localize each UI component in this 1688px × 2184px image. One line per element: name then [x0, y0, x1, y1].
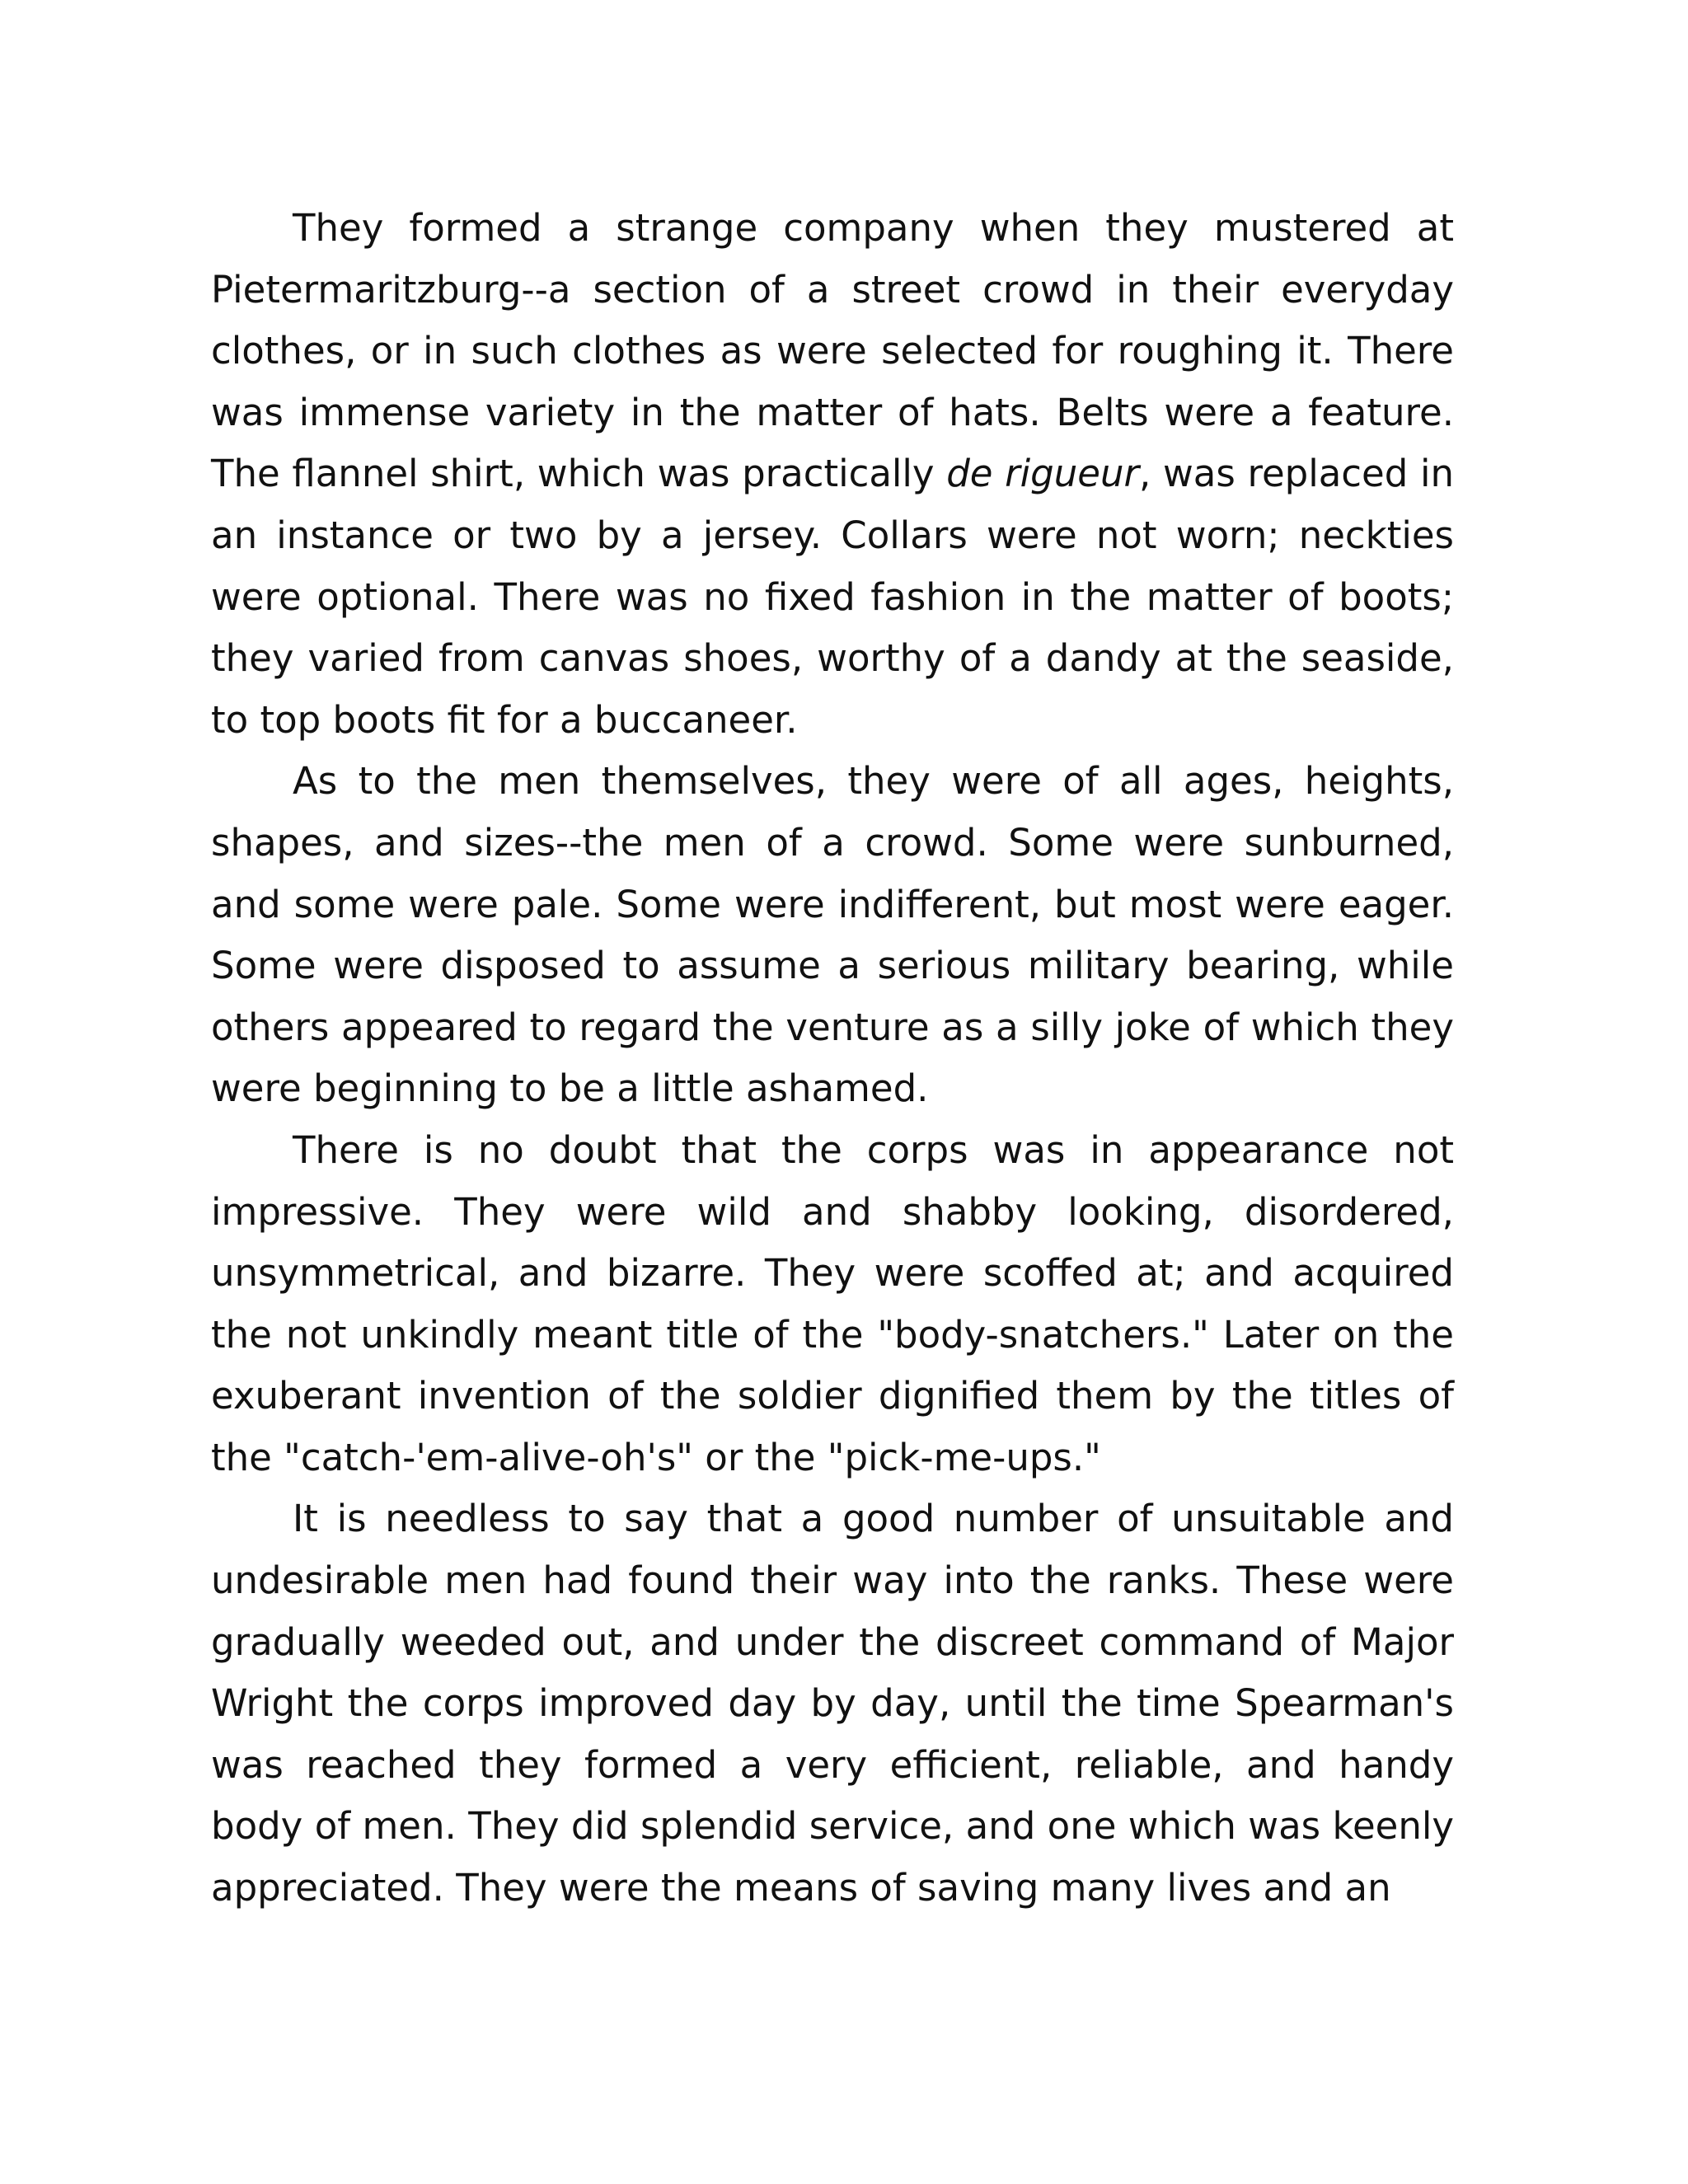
- paragraph-3: There is no doubt that the corps was in appearance not impressive. They were wild and shabby looking, disordered, unsymmetrical, and bizarre. They were scoffed at; and acquired the not unkindly meant title of the "body-snatchers." Later on the exuberant invention of the soldier dignified them by the titles of the "catch-'em-alive-oh's" or the "pick-me-ups.": [211, 1127, 1454, 1479]
- body-text: [211, 198, 1454, 1919]
- paragraph-1-text-end: , was replaced in an instance or two by a jersey. Collars were not worn; neckties were optional. There was no fixed fashion in the matter of boots; they varied from canvas shoes, worthy of a dandy at the seaside, to top boots fit for a buccaneer.: [211, 452, 1454, 742]
- paragraph-1-text-start: They formed a strange company when they mustered at Pietermaritzburg--a section of a street crowd in their everyday clothes, or in such clothes as were selected for roughing it. There was immense variety in the matter of hats. Belts were a feature. The flannel shirt, which was practically: [211, 206, 1454, 496]
- paragraph-1: [211, 198, 1454, 751]
- paragraph-2: As to the men themselves, they were of all ages, heights, shapes, and sizes--the men of a crowd. Some were sunburned, and some were pale. Some were indifferent, but most were eager. Some were disposed to assume a serious military bearing, while others appeared to regard the venture as a silly joke of which they were beginning to be a little ashamed.: [211, 759, 1454, 1111]
- italic-phrase: de rigueur: [946, 452, 1139, 496]
- paragraph-4: It is needless to say that a good number of unsuitable and undesirable men had found their way into the ranks. These were gradually weeded out, and under the discreet command of Major Wright the corps improved day by day, until the time Spearman's was reached they formed a very efficient, reliable, and handy body of men. They did splendid service, and one which was keenly appreciated. They were the means of saving many lives and an: [211, 1497, 1454, 1910]
